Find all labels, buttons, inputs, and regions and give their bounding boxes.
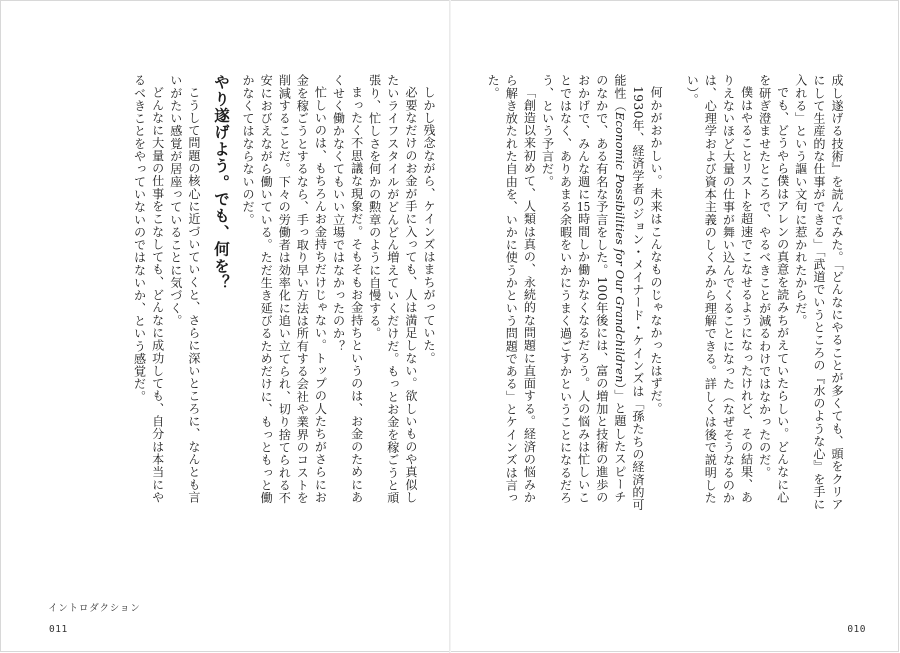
page-number-right: 010 — [847, 624, 866, 635]
gutter — [449, 0, 451, 653]
text-run: 「創造以来初めて、人類は真の、永続的な問題に直面する。経済の悩みから解き放たれた自由を、いかに使うかという問題である」とケインズは言った。 — [486, 74, 537, 505]
body-paragraph — [131, 74, 167, 514]
left-page-text — [8, 74, 438, 514]
body-paragraph — [647, 74, 665, 514]
body-paragraph — [167, 74, 203, 514]
body-paragraph — [366, 74, 420, 514]
upright-number: 15 — [577, 200, 591, 213]
text-run: まったく不思議な現象だ。そもそもお金持ちというのは、お金のためにあくせく働かなくてもいい立場ではなかったのか？ — [331, 74, 364, 504]
body-paragraph — [420, 74, 438, 514]
text-run: こうして問題の核心に近づいていくと、さらに深いところに、なんとも言いがたい感覚が居座っていることに気づく。 — [168, 74, 201, 504]
section-heading: やり遂げよう。でも、何を？ — [211, 74, 230, 292]
body-paragraph — [683, 74, 755, 514]
italic-title: Economic Possibilities for Our Grandchildren — [612, 111, 627, 383]
text-run: しかし残念ながら、ケインズはまちがっていた。 — [422, 86, 436, 365]
body-paragraph — [486, 74, 538, 514]
text-run: 1930年、経済学者のジョン・メイナード・ケインズは「孫たちの経済的可能性（ — [612, 74, 645, 512]
right-page-text — [486, 74, 846, 514]
body-paragraph — [329, 74, 365, 514]
body-paragraph — [538, 74, 647, 514]
text-run: どんなに大量の仕事をこなしても、どんなに成功しても、自分は本当にやるべきことをやっていないのではないか、という感覚だ。 — [132, 74, 165, 504]
text-run: ）」と題したスピーチのなかで、ある有名な予言をした。100年後には、富の増加と技術の進歩のおかげで、みんな週に — [576, 74, 627, 504]
text-run: 僕はやることリストを超速でこなせるようになったけれど、その結果、ありえないほど大量の仕事が舞い込んでくることになった（なぜそうなるのかは、心理学および資本主義のしくみから理解できる。詳しくは後で説明したい）。 — [685, 74, 754, 505]
body-paragraph — [792, 74, 846, 514]
body-paragraph — [239, 74, 329, 514]
text-run: でも、どうやら僕はアレンの真意を読みちがえていたらしい。どんなに心を研ぎ澄ませたところで、やるべきことが減るわけではなかったのだ。 — [757, 74, 790, 504]
body-paragraph — [756, 74, 792, 514]
page-number-left: 011 — [49, 624, 68, 635]
text-run: 何かがおかしい。未来はこんなものじゃなかったはずだ。 — [649, 86, 664, 415]
text-run: 忙しいのは、もちろんお金持ちだけじゃない。トップの人たちがさらにお金を稼ごうとするなら、手っ取り早い方法は所有する会社や業界のコストを削減することだ。下々の労働者は効率化に追い立てられ、切り捨てられる不安におびえながら働いている。ただ生き延びるためだけに、もっともっと働かなくてはならないのだ。 — [241, 74, 328, 505]
running-header: イントロダクション — [48, 603, 141, 614]
text-run: 必要なだけのお金が手に入っても、人は満足しない。欲しいものや真似したいライフスタイルがどんどん増えていくだけだ。もっとお金を稼ごうと頑張り、忙しさを何かの勲章のように自慢する。 — [367, 74, 418, 505]
text-run: 時間しか働かなくなるだろう。人の悩みは忙しいことではなく、ありあまる余暇をいかにうまく過ごすかということになるだろう、という予言だ。 — [540, 74, 591, 505]
text-run: 成し遂げる技術』を読んでみた。「どんなにやることが多くても、頭をクリアにして生産的な仕事ができる」「武道でいうところの『水のような心』を手に入れる」という謳い文句に惹かれたからだ。 — [793, 74, 844, 511]
